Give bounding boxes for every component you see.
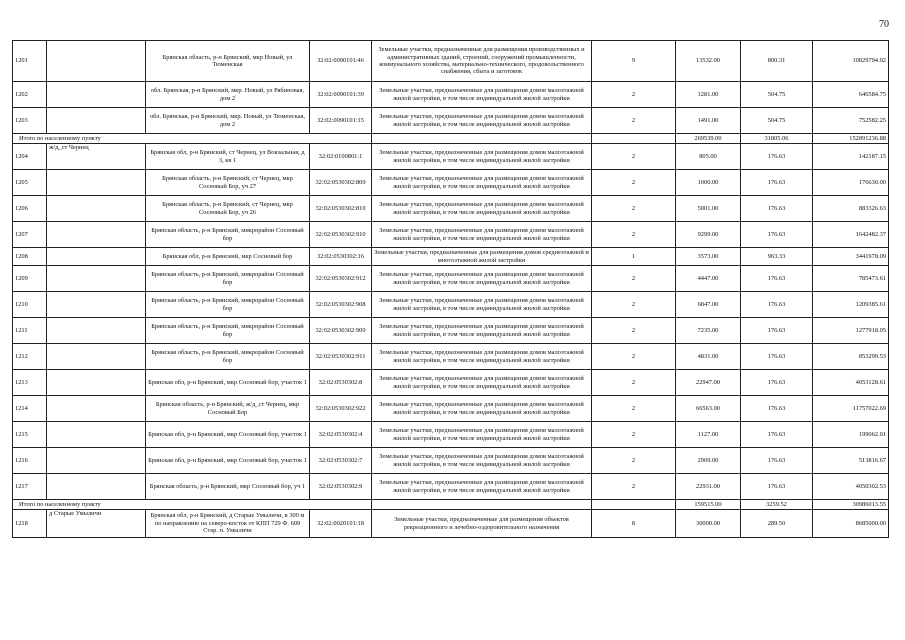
table-row — [13, 396, 889, 422]
cadastral-number: 32:02:0530302:4 — [310, 422, 372, 448]
use-group-code: 2 — [592, 108, 676, 134]
cadastral-value: 8685000.00 — [813, 510, 889, 538]
table-row — [13, 144, 889, 170]
specific-cadastral-value: 176.63 — [741, 266, 813, 292]
row-number: 1201 — [13, 41, 47, 82]
parcel-address: Брянская область, р-н Брянский, ст Чернец, мкр Сосновый Бор, уч 26 — [146, 196, 310, 222]
subtotal-count-cell — [592, 134, 676, 144]
parcel-address: Брянская обл, р-н Брянский, мкр Сосновый бор, участок 1 — [146, 422, 310, 448]
cadastral-value: 3441978.09 — [813, 248, 889, 266]
table-row — [13, 108, 889, 134]
subtotal-label: Итого по населенному пункту — [13, 500, 372, 510]
subtotal-rate: 31805.06 — [741, 134, 813, 144]
parcel-address: Брянская область, р-н Брянский, микрорайон Сосновый бор — [146, 222, 310, 248]
table-row — [13, 222, 889, 248]
cadastral-number: 32:02:0530302:810 — [310, 196, 372, 222]
row-number: 1214 — [13, 396, 47, 422]
use-group-code: 2 — [592, 222, 676, 248]
cadastral-number: 32:02:0530302:16 — [310, 248, 372, 266]
land-use-type: Земельные участки, предназначенные для размещения объектов рекреационного и лечебно-оздоровительного назначения — [372, 510, 592, 538]
settlement-name — [47, 170, 146, 196]
settlement-name: ж/д_ст Чернец — [47, 144, 146, 170]
row-number: 1209 — [13, 266, 47, 292]
use-group-code: 2 — [592, 396, 676, 422]
parcel-address: Брянская область, р-н Брянский, мкр Сосновый бор, уч 1 — [146, 474, 310, 500]
land-use-type: Земельные участки, предназначенные для размещения домов малоэтажной жилой застройки, в том числе индивидуальной жилой застройки — [372, 170, 592, 196]
parcel-area: 3573.00 — [676, 248, 741, 266]
cadastral-number: 32:02:0530302:922 — [310, 396, 372, 422]
land-use-type: Земельные участки, предназначенные для размещения домов малоэтажной жилой застройки, в том числе индивидуальной жилой застройки — [372, 108, 592, 134]
specific-cadastral-value: 176.63 — [741, 344, 813, 370]
table-row — [13, 292, 889, 318]
parcel-area: 13532.00 — [676, 41, 741, 82]
use-group-code: 2 — [592, 144, 676, 170]
parcel-area: 30000.00 — [676, 510, 741, 538]
land-use-type: Земельные участки, предназначенные для размещения домов среднеэтажной и многоэтажной жилой застройки — [372, 248, 592, 266]
row-number: 1212 — [13, 344, 47, 370]
cadastral-number: 32:02:0100801:1 — [310, 144, 372, 170]
cadastral-number: 32:02:0530302:910 — [310, 222, 372, 248]
land-use-type: Земельные участки, предназначенные для размещения домов малоэтажной жилой застройки, в том числе индивидуальной жилой застройки — [372, 144, 592, 170]
settlement-name — [47, 448, 146, 474]
parcel-area: 7235.00 — [676, 318, 741, 344]
cadastral-value: 4050302.53 — [813, 474, 889, 500]
settlement-name — [47, 108, 146, 134]
subtotal-use-cell — [372, 134, 592, 144]
land-use-type: Земельные участки, предназначенные для размещения домов малоэтажной жилой застройки, в том числе индивидуальной жилой застройки — [372, 344, 592, 370]
table-row — [13, 510, 889, 538]
row-number: 1202 — [13, 82, 47, 108]
cadastral-number: 32:02:0530302:912 — [310, 266, 372, 292]
specific-cadastral-value: 800.31 — [741, 41, 813, 82]
row-number: 1207 — [13, 222, 47, 248]
parcel-address: Брянская область, р-н Брянский, ст Чернец, мкр Сосновый Бор, уч 27 — [146, 170, 310, 196]
land-use-type: Земельные участки, предназначенные для размещения домов малоэтажной жилой застройки, в том числе индивидуальной жилой застройки — [372, 422, 592, 448]
subtotal-count-cell — [592, 500, 676, 510]
parcel-area: 4447.00 — [676, 266, 741, 292]
settlement-name — [47, 248, 146, 266]
parcel-address: обл. Брянская, р-н Брянский, мкр. Новый, ул Тюменская, дом 2 — [146, 108, 310, 134]
table-row — [13, 422, 889, 448]
cadastral-value: 1209385.61 — [813, 292, 889, 318]
parcel-address: Брянская обл, р-н Брянский, д Старые Умыличи, в 300 м по направлению на северо-восток от КПП 729 Ф. 609 Стар. п. Умыличи — [146, 510, 310, 538]
cadastral-value: 1642482.37 — [813, 222, 889, 248]
table-body — [13, 41, 889, 538]
parcel-address: Брянская область, р-н Брянский, микрорайон Сосновый бор — [146, 318, 310, 344]
cadastral-value: 142187.15 — [813, 144, 889, 170]
parcel-area: 1281.00 — [676, 82, 741, 108]
land-use-type: Земельные участки, предназначенные для размещения домов малоэтажной жилой застройки, в том числе индивидуальной жилой застройки — [372, 448, 592, 474]
cadastral-number: 32:02:0530302:911 — [310, 344, 372, 370]
table-row — [13, 344, 889, 370]
cadastral-value: 513816.67 — [813, 448, 889, 474]
land-use-type: Земельные участки, предназначенные для размещения домов малоэтажной жилой застройки, в том числе индивидуальной жилой застройки — [372, 396, 592, 422]
row-number: 1205 — [13, 170, 47, 196]
cadastral-number: 32:02:0530302:909 — [310, 318, 372, 344]
settlement-name — [47, 344, 146, 370]
use-group-code: 9 — [592, 41, 676, 82]
cadastral-number: 32:02:0530302:7 — [310, 448, 372, 474]
parcel-address: Брянская обл, р-н Брянский, мкр Сосновый бор, участок 1 — [146, 448, 310, 474]
use-group-code: 2 — [592, 266, 676, 292]
row-number: 1208 — [13, 248, 47, 266]
row-number: 1213 — [13, 370, 47, 396]
use-group-code: 2 — [592, 82, 676, 108]
row-number: 1215 — [13, 422, 47, 448]
use-group-code: 1 — [592, 248, 676, 266]
parcel-area: 6847.00 — [676, 292, 741, 318]
parcel-area: 2909.00 — [676, 448, 741, 474]
land-use-type: Земельные участки, предназначенные для размещения домов малоэтажной жилой застройки, в том числе индивидуальной жилой застройки — [372, 370, 592, 396]
parcel-area: 22931.00 — [676, 474, 741, 500]
cadastral-number: 32:02:0530302:8 — [310, 370, 372, 396]
subtotal-row — [13, 500, 889, 510]
cadastral-value: 752582.25 — [813, 108, 889, 134]
subtotal-area: 269539.00 — [676, 134, 741, 144]
subtotal-rate: 3259.52 — [741, 500, 813, 510]
cadastral-number: 32:02:0530302:9 — [310, 474, 372, 500]
specific-cadastral-value: 176.63 — [741, 370, 813, 396]
cadastral-value: 10829794.92 — [813, 41, 889, 82]
row-number: 1203 — [13, 108, 47, 134]
specific-cadastral-value: 289.50 — [741, 510, 813, 538]
settlement-name — [47, 222, 146, 248]
table-row — [13, 82, 889, 108]
specific-cadastral-value: 176.63 — [741, 144, 813, 170]
use-group-code: 2 — [592, 318, 676, 344]
cadastral-value: 199062.01 — [813, 422, 889, 448]
settlement-name — [47, 41, 146, 82]
row-number: 1217 — [13, 474, 47, 500]
land-use-type: Земельные участки, предназначенные для размещения домов малоэтажной жилой застройки, в том числе индивидуальной жилой застройки — [372, 196, 592, 222]
table-row — [13, 170, 889, 196]
parcel-address: Брянская обл, р-н Брянский, мкр Сосновый бор — [146, 248, 310, 266]
use-group-code: 2 — [592, 170, 676, 196]
row-number: 1206 — [13, 196, 47, 222]
land-use-type: Земельные участки, предназначенные для размещения производственных и административных зданий, строений, сооружений промышленности, коммунального хозяйства, материально-технического, продовольственного снабжения, сбыта и заготовок — [372, 41, 592, 82]
table-row — [13, 41, 889, 82]
specific-cadastral-value: 504.75 — [741, 108, 813, 134]
cadastral-value: 883326.63 — [813, 196, 889, 222]
land-use-type: Земельные участки, предназначенные для размещения домов малоэтажной жилой застройки, в том числе индивидуальной жилой застройки — [372, 222, 592, 248]
cadastral-value: 176630.00 — [813, 170, 889, 196]
parcel-address: Брянская обл, р-н Брянский, мкр Сосновый бор, участок 1 — [146, 370, 310, 396]
land-use-type: Земельные участки, предназначенные для размещения домов малоэтажной жилой застройки, в том числе индивидуальной жилой застройки — [372, 318, 592, 344]
specific-cadastral-value: 176.63 — [741, 170, 813, 196]
specific-cadastral-value: 176.63 — [741, 196, 813, 222]
specific-cadastral-value: 176.63 — [741, 474, 813, 500]
row-number: 1211 — [13, 318, 47, 344]
use-group-code: 2 — [592, 448, 676, 474]
row-number: 1210 — [13, 292, 47, 318]
settlement-name — [47, 396, 146, 422]
cadastral-value: 785473.61 — [813, 266, 889, 292]
land-valuation-table — [12, 40, 889, 538]
cadastral-value: 11757022.69 — [813, 396, 889, 422]
land-use-type: Земельные участки, предназначенные для размещения домов малоэтажной жилой застройки, в том числе индивидуальной жилой застройки — [372, 474, 592, 500]
table-row — [13, 266, 889, 292]
cadastral-value: 1277918.05 — [813, 318, 889, 344]
parcel-address: Брянская область, р-н Брянский, микрорайон Сосновый бор — [146, 266, 310, 292]
subtotal-row — [13, 134, 889, 144]
row-number: 1218 — [13, 510, 47, 538]
cadastral-value: 646584.75 — [813, 82, 889, 108]
specific-cadastral-value: 176.63 — [741, 422, 813, 448]
cadastral-value: 853299.53 — [813, 344, 889, 370]
specific-cadastral-value: 176.63 — [741, 222, 813, 248]
parcel-address: Брянская область, р-н Брянский, ж/д_ст Чернец, мкр Сосновый Бор — [146, 396, 310, 422]
cadastral-number: 32:02:0090101:15 — [310, 108, 372, 134]
parcel-area: 805.00 — [676, 144, 741, 170]
cadastral-number: 32:02:0090101:46 — [310, 41, 372, 82]
table-row — [13, 474, 889, 500]
settlement-name — [47, 422, 146, 448]
specific-cadastral-value: 963.33 — [741, 248, 813, 266]
specific-cadastral-value: 176.63 — [741, 292, 813, 318]
parcel-address: Брянская область, р-н Брянский, микрорайон Сосновый бор — [146, 292, 310, 318]
row-number: 1204 — [13, 144, 47, 170]
use-group-code: 2 — [592, 292, 676, 318]
row-number: 1216 — [13, 448, 47, 474]
use-group-code: 2 — [592, 344, 676, 370]
land-use-type: Земельные участки, предназначенные для размещения домов малоэтажной жилой застройки, в том числе индивидуальной жилой застройки — [372, 266, 592, 292]
table-row — [13, 248, 889, 266]
parcel-address: обл. Брянская, р-н Брянский, мкр. Новый, ул Рябиновая, дом 2 — [146, 82, 310, 108]
table-row — [13, 370, 889, 396]
settlement-name — [47, 82, 146, 108]
cadastral-number: 32:02:0530302:908 — [310, 292, 372, 318]
settlement-name — [47, 266, 146, 292]
use-group-code: 2 — [592, 196, 676, 222]
land-use-type: Земельные участки, предназначенные для размещения домов малоэтажной жилой застройки, в том числе индивидуальной жилой застройки — [372, 82, 592, 108]
subtotal-use-cell — [372, 500, 592, 510]
settlement-name — [47, 474, 146, 500]
settlement-name — [47, 196, 146, 222]
parcel-address: Брянская область, р-н Брянский, микрорайон Сосновый бор — [146, 344, 310, 370]
page-number: 70 — [879, 19, 889, 30]
subtotal-cost: 152891236.88 — [813, 134, 889, 144]
cadastral-value: 4053128.61 — [813, 370, 889, 396]
table-row — [13, 318, 889, 344]
parcel-area: 1000.00 — [676, 170, 741, 196]
use-group-code: 2 — [592, 474, 676, 500]
parcel-area: 22947.00 — [676, 370, 741, 396]
table-row — [13, 448, 889, 474]
parcel-area: 1491.00 — [676, 108, 741, 134]
subtotal-cost: 30986013.55 — [813, 500, 889, 510]
table-row — [13, 196, 889, 222]
specific-cadastral-value: 176.63 — [741, 448, 813, 474]
parcel-area: 4831.00 — [676, 344, 741, 370]
cadastral-number: 32:02:0020101:18 — [310, 510, 372, 538]
parcel-area: 1127.00 — [676, 422, 741, 448]
use-group-code: 2 — [592, 422, 676, 448]
use-group-code: 8 — [592, 510, 676, 538]
parcel-address: Брянская обл, р-н Брянский, ст Чернец, ул Вокзальная, д 3, кв 1 — [146, 144, 310, 170]
land-use-type: Земельные участки, предназначенные для размещения домов малоэтажной жилой застройки, в том числе индивидуальной жилой застройки — [372, 292, 592, 318]
parcel-area: 9299.00 — [676, 222, 741, 248]
specific-cadastral-value: 504.75 — [741, 82, 813, 108]
specific-cadastral-value: 176.63 — [741, 318, 813, 344]
parcel-area: 5001.00 — [676, 196, 741, 222]
settlement-name — [47, 292, 146, 318]
parcel-area: 66563.00 — [676, 396, 741, 422]
settlement-name — [47, 370, 146, 396]
settlement-name — [47, 318, 146, 344]
subtotal-label: Итого по населенному пункту — [13, 134, 372, 144]
parcel-address: Брянская область, р-н Брянский, мкр Новый, ул Тюменская — [146, 41, 310, 82]
subtotal-area: 159515.00 — [676, 500, 741, 510]
use-group-code: 2 — [592, 370, 676, 396]
cadastral-number: 32:02:0530302:809 — [310, 170, 372, 196]
cadastral-number: 32:02:0090101:39 — [310, 82, 372, 108]
settlement-name: д Старые Умыличи — [47, 510, 146, 538]
specific-cadastral-value: 176.63 — [741, 396, 813, 422]
